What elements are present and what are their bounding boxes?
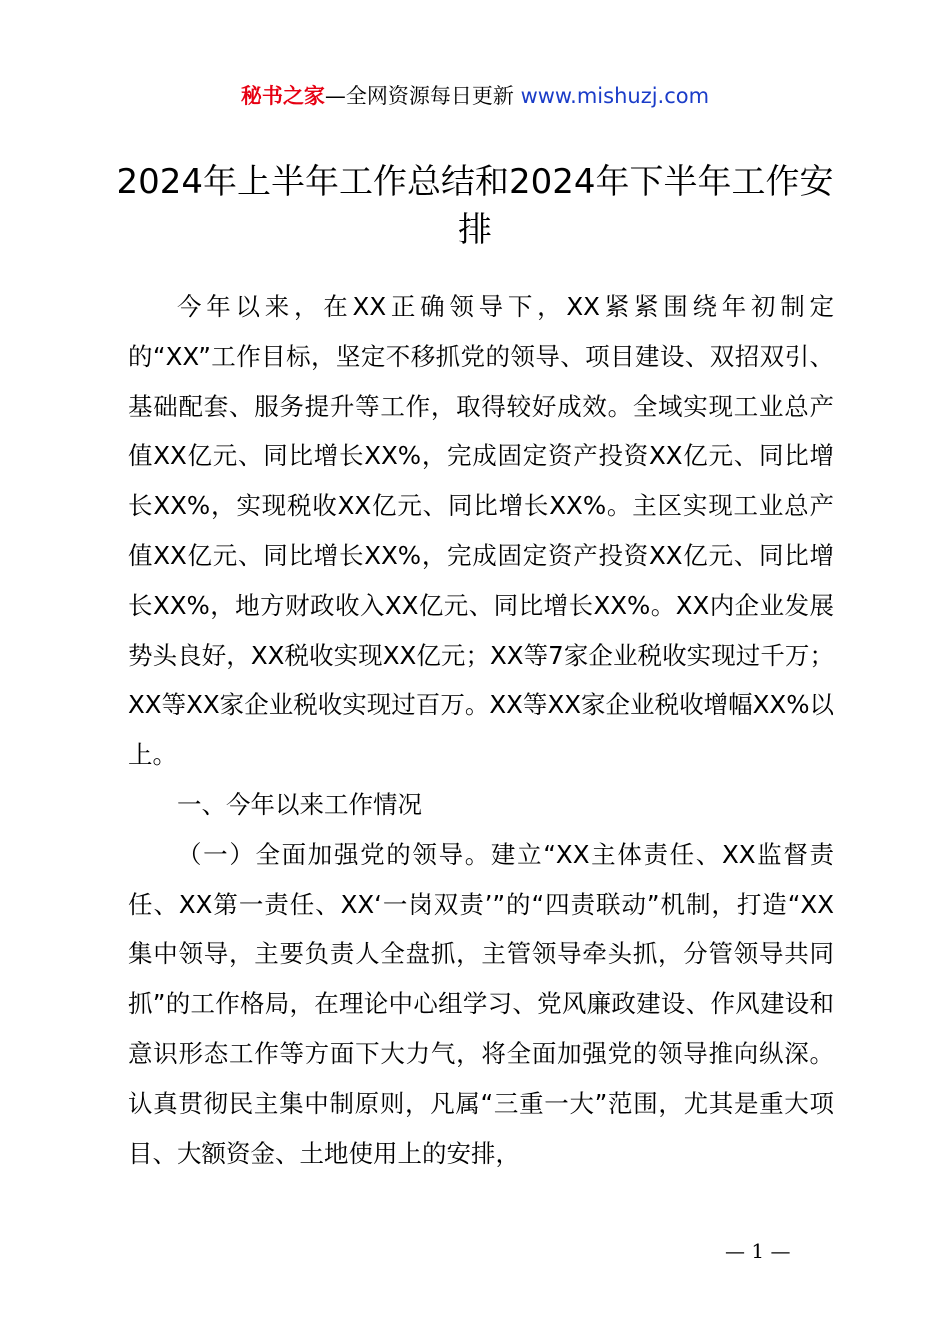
subsection-paragraph: （一）全面加强党的领导。建立“XX主体责任、XX监督责任、XX第一责任、XX‘一岗双责’”的“四责联动”机制，打造“XX集中领导，主要负责人全盘抓，主管领导牵头抓，分管领导共同抓”的工作格局，在理论中心组学习、党风廉政建设、作风建设和意识形态工作等方面下大力气，将全面加强党的领导推向纵深。认真贯彻民主集中制原则，凡属“三重一大”范围，尤其是重大项目、大额资金、土地使用上的安排， — [128, 839, 834, 1168]
banner-tagline: —全网资源每日更新 — [324, 84, 521, 108]
brand-name: 秘书之家 — [240, 84, 325, 108]
page-number: — 1 — — [725, 1239, 791, 1263]
intro-paragraph: 今年以来，在XX正确领导下，XX紧紧围绕年初制定的“XX”工作目标，坚定不移抓党的领导、项目建设、双招双引、基础配套、服务提升等工作，取得较好成效。全域实现工业总产值XX亿元、同比增长XX%，完成固定资产投资XX亿元、同比增长XX%，实现税收XX亿元、同比增长XX%。主区实现工业总产值XX亿元、同比增长XX%，完成固定资产投资XX亿元、同比增长XX%，地方财政收入XX亿元、同比增长XX%。XX内企业发展势头良好，XX税收实现XX亿元；XX等7家企业税收实现过千万；XX等XX家企业税收实现过百万。XX等XX家企业税收增幅XX%以上。 — [128, 292, 834, 770]
banner-url[interactable]: www.mishuzj.com — [520, 84, 710, 108]
document-title: 2024年上半年工作总结和2024年下半年工作安排 — [116, 162, 834, 250]
site-banner — [0, 80, 950, 112]
section-heading: 一、今年以来工作情况 — [177, 789, 422, 819]
document-body — [128, 282, 834, 1178]
